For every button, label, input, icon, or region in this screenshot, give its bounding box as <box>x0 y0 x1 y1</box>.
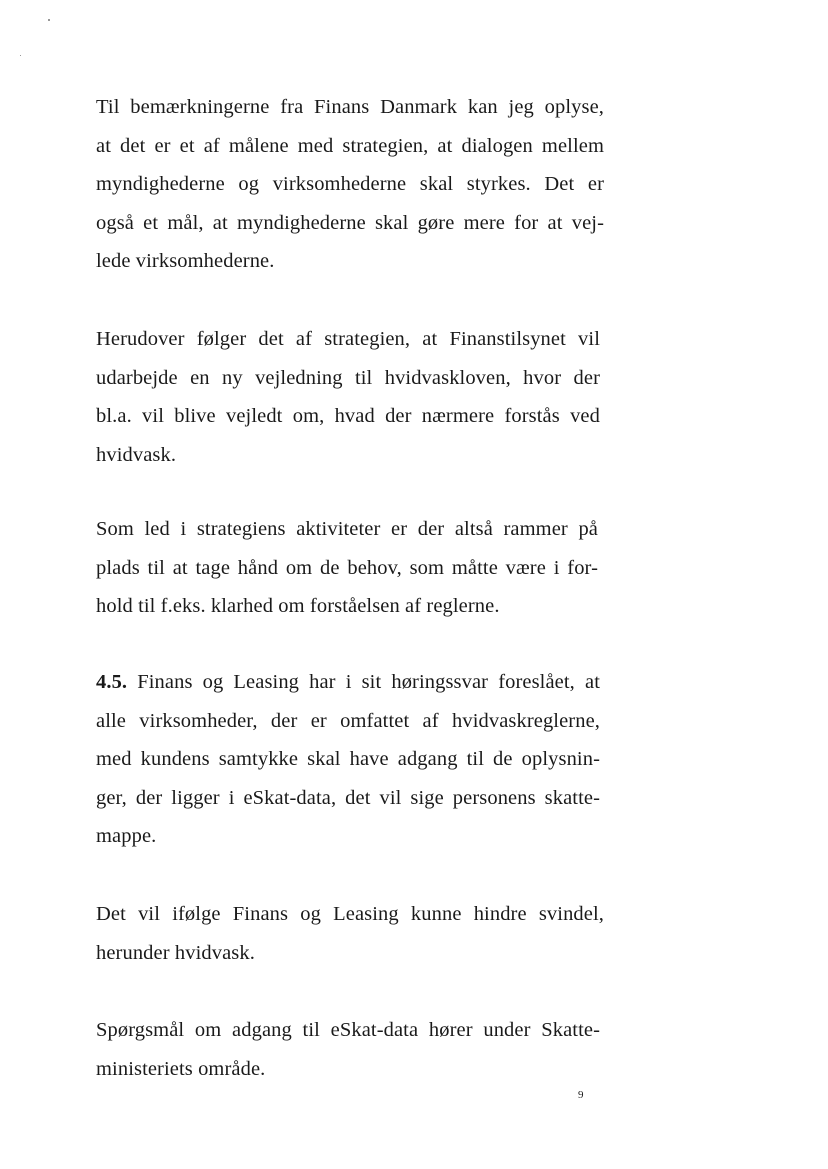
page-number: 9 <box>578 1089 584 1101</box>
paragraph-line: ger, der ligger i eSkat-data, det vil sige personens skatte- <box>96 786 600 809</box>
paragraph-line: herunder hvidvask. <box>96 941 255 964</box>
paragraph-hindre-svindel <box>96 895 604 972</box>
paragraph-line <box>96 663 600 702</box>
paragraph-line: med kundens samtykke skal have adgang til de oplysnin- <box>96 748 600 770</box>
section-number: 4.5. <box>96 671 128 693</box>
paragraph-line: plads til at tage hånd om de behov, som måtte være i for- <box>96 556 598 579</box>
paragraph-line: Til bemærkningerne fra Finans Danmark kan jeg oplyse, <box>96 96 604 118</box>
paragraph-line: bl.a. vil blive vejledt om, hvad der nærmere forstås ved <box>96 405 600 427</box>
paragraph-line: hold til f.eks. klarhed om forståelsen af reglerne. <box>96 595 500 617</box>
paragraph-section-4-5 <box>96 663 600 856</box>
paragraph-line: mappe. <box>96 825 157 847</box>
paragraph-eskat-adgang <box>96 1011 600 1088</box>
paragraph-line: at det er et af målene med strategien, at dialogen mellem <box>96 134 604 157</box>
paragraph-line: Som led i strategiens aktiviteter er der altså rammer på <box>96 518 598 540</box>
scan-speck <box>20 55 21 56</box>
paragraph-line-text: Finans og Leasing har i sit høringssvar foreslået, at <box>127 671 600 693</box>
scan-speck <box>48 19 50 21</box>
paragraph-line: hvidvask. <box>96 443 177 466</box>
paragraph-line: myndighederne og virksomhederne skal styrkes. Det er <box>96 173 604 195</box>
paragraph-line: lede virksomhederne. <box>96 250 275 272</box>
paragraph-line: Spørgsmål om adgang til eSkat-data hører under Skatte- <box>96 1019 600 1041</box>
paragraph-strategiens-aktiviteter <box>96 510 598 626</box>
paragraph-line: ministeriets område. <box>96 1057 266 1080</box>
paragraph-finans-danmark <box>96 88 604 281</box>
paragraph-line: Det vil ifølge Finans og Leasing kunne hindre svindel, <box>96 903 604 925</box>
paragraph-finanstilsynet <box>96 320 600 474</box>
paragraph-line: alle virksomheder, der er omfattet af hvidvaskreglerne, <box>96 709 600 732</box>
paragraph-line: Herudover følger det af strategien, at Finanstilsynet vil <box>96 328 600 350</box>
paragraph-line: også et mål, at myndighederne skal gøre mere for at vej- <box>96 211 604 234</box>
paragraph-line: udarbejde en ny vejledning til hvidvaskloven, hvor der <box>96 366 600 389</box>
